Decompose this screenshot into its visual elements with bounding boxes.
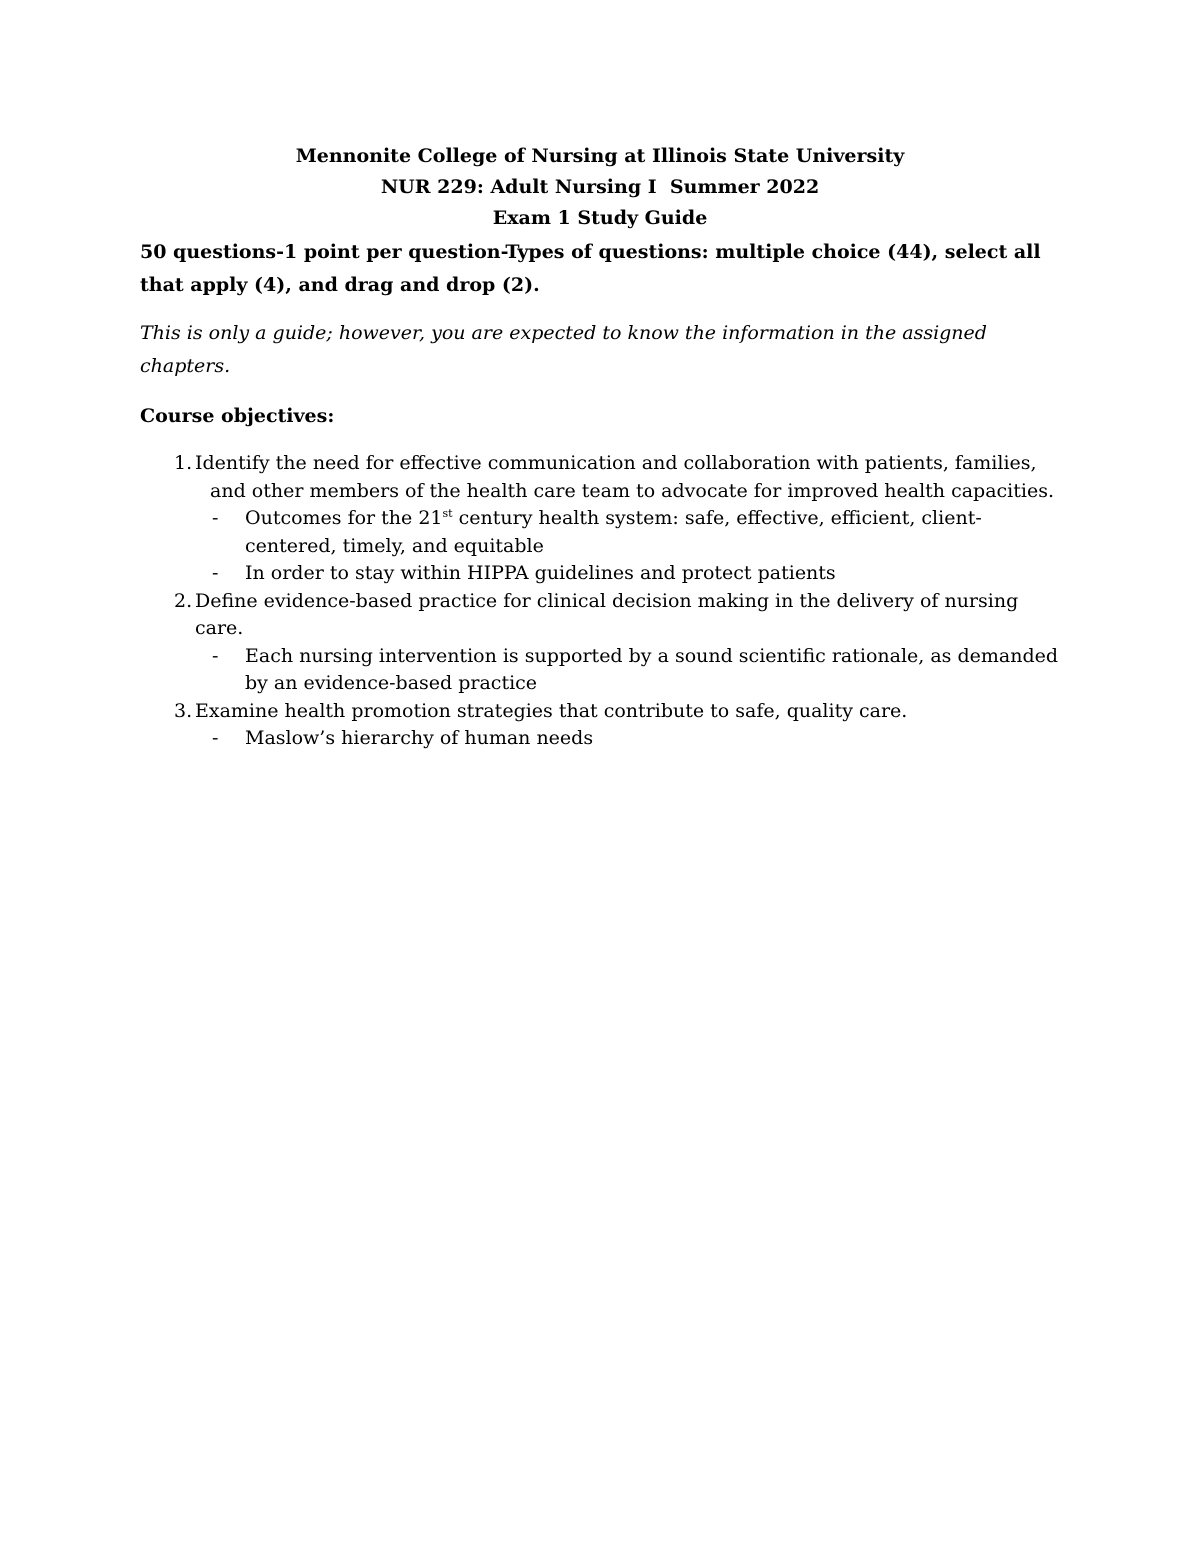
- objective-number: 3.: [174, 699, 193, 722]
- objective-text: Identify the need for effective communication and collaboration with patients, families, and other members of the health care team to advocate for improved health capacities.: [195, 452, 1054, 502]
- objective-item: [140, 450, 1060, 588]
- subitem-text-before: Outcomes for the 21: [245, 507, 443, 529]
- objective-subitems: [195, 725, 1060, 753]
- objective-subitem: [195, 560, 1060, 588]
- subitem-text: Maslow’s hierarchy of human needs: [245, 727, 594, 749]
- objective-item: [140, 588, 1060, 698]
- course-name: NUR 229: Adult Nursing I: [380, 176, 657, 198]
- course-title: [140, 172, 1060, 203]
- objective-number: 1.: [174, 452, 193, 474]
- document-content: [140, 141, 1060, 753]
- course-term: Summer 2022: [669, 176, 820, 198]
- subitem-text-after: century health system: safe, effective, efficient, client-centered, timely, and equitable: [245, 507, 982, 557]
- subitem-dash: -: [212, 562, 219, 584]
- objective-subitem: [195, 725, 1060, 753]
- objective-subitem: [195, 505, 1060, 560]
- guide-note: This is only a guide; however, you are expected to know the information in the assigned chapters.: [140, 322, 987, 377]
- objective-text: Define evidence-based practice for clinical decision making in the delivery of nursing care.: [195, 589, 1019, 639]
- subitem-text: [245, 507, 982, 557]
- objective-text: Examine health promotion strategies that contribute to safe, quality care.: [195, 699, 908, 722]
- objective-subitem: [195, 643, 1060, 698]
- objective-item: [140, 698, 1060, 753]
- objectives-heading: Course objectives:: [140, 405, 335, 427]
- subitem-ordinal: st: [442, 507, 453, 520]
- subitem-text: In order to stay within HIPPA guidelines and protect patients: [245, 562, 836, 584]
- subitem-dash: -: [212, 727, 219, 749]
- objective-number: 2.: [174, 589, 193, 612]
- objective-subitems: [195, 505, 1060, 588]
- objective-subitems: [195, 643, 1060, 698]
- subitem-dash: -: [212, 507, 219, 529]
- exam-summary: 50 questions-1 point per question-Types of questions: multiple choice (44), select all that apply (4), and drag and drop (2).: [140, 241, 1041, 296]
- subitem-dash: -: [212, 644, 219, 667]
- objectives-list: [140, 450, 1060, 753]
- subitem-text: Each nursing intervention is supported by a sound scientific rationale, as demanded by an evidence-based practice: [245, 644, 1059, 694]
- exam-title: Exam 1 Study Guide: [492, 207, 708, 229]
- institution-title: Mennonite College of Nursing at Illinois State University: [295, 145, 905, 167]
